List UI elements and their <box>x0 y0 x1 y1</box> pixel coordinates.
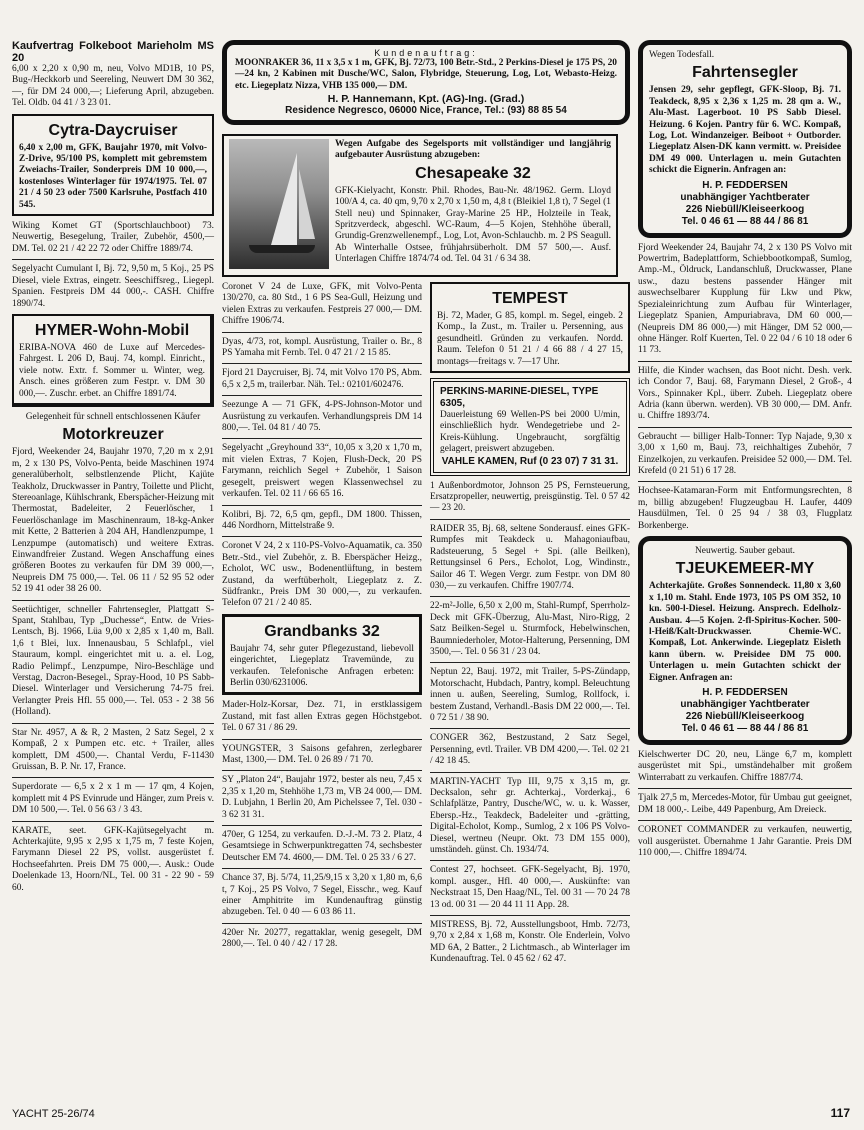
sail-shape <box>271 153 297 245</box>
ad-hymer <box>12 314 214 407</box>
page-number: 117 <box>830 1106 850 1120</box>
ad-title: Cytra-Daycruiser <box>48 121 178 139</box>
ad-mader: Mader-Holz-Korsar, Dez. 71, in erstklassigem Zustand, mit fast allen Extras gegen Höchstgebot. Tel. 0 67 31 / 86 29. <box>222 700 422 734</box>
divider <box>12 723 214 724</box>
ad-title: PERKINS-MARINE-DIESEL, TYPE 6305, <box>440 386 599 410</box>
divider <box>222 536 422 537</box>
ad-greyhound: Segelyacht „Greyhound 33“, 10,05 x 3,20 x 1,70 m, mit vielen Extras, 7 Kojen, Flush-Deck, 20 PS Farymann, reichlich Segel + Zubehör, 1 Saison gesegelt, preiswert wegen Klassenwechsel zu verkaufen. Tel. 02 11 / 66 65 16. <box>222 443 422 500</box>
ad-tjalk: Tjalk 27,5 m, Mercedes-Motor, für Umbau gut geeignet, DM 18 000,-. Leibe, 449 Papenburg, Am Dreieck. <box>638 793 852 815</box>
ad-contest: Contest 27, hochseet. GFK-Segelyacht, Bj. 1970, kompl. ausger., Hfl. 40 000,—. Auskünfte: van Neckstraat 15, Den Haag/NL, Tel. 00 31 — 70 24 78 13 od. 00 31 — 20 44 11 11 App. 28. <box>430 865 630 910</box>
ad-title: HYMER-Wohn-Mobil <box>34 321 190 339</box>
ad-title: Kaufvertrag Folkeboot Marieholm MS 20 <box>12 40 214 64</box>
ad-intro: Gelegenheit für schnell entschlossenen Käufer <box>25 411 201 422</box>
divider <box>430 728 630 729</box>
ad-intro: Wegen Aufgabe des Segelsports mit vollständiger und langjährig aufgebauter Ausrüstung abzugeben: <box>335 139 611 161</box>
ad-hilfe: Hilfe, die Kinder wachsen, das Boot nicht. Desh. verk. ich Condor 7, Bauj. 68, Farymann Diesel, 2 Groß-, 4 Vors., Spinnaker Kpl., überr. Zubeh. Liegeplatz obere Adria (kann überwn. werden). VB 30 000,— DM. Anfr. u. Chiffre 1893/74. <box>638 365 852 422</box>
ad-raider: RAIDER 35, Bj. 68, seltene Sonderausf. eines GFK-Rumpfes mit Teakdeck u. Mahagoniaufbau, Radsteuerung, 5 Segel + Spi. (alle Beilken), Rettungsinsel 6 Pers., Echolot, Log, Windinstr., Sailor 46 T. Wegen Vergr. zum Festpr. von DM 80 030,— zu verkaufen. Chiffre 1907/74. <box>430 523 630 591</box>
divider <box>222 505 422 506</box>
ad-karate: KARATE, seet. GFK-Kajütsegelyacht m. Achterkajüte, 9,95 x 2,95 x 1,75 m, 7 feste Kojen, Farymann Diesel 22 PS, vollst. ausgerüstet f. Hochseefahrten. Preis DM 75 000,—. Ausk.: Oude Doelenkade 13, Hoorn/NL, Tel. 00 31 - 22 90 - 59 60. <box>12 825 214 893</box>
ad-title: Chesapeake 32 <box>415 164 531 182</box>
divider <box>638 427 852 428</box>
ad-martin: MARTIN-YACHT Typ III, 9,75 x 3,15 m, gr. Decksalon, sehr gr. Achterkaj., Vorderkaj., 6 Schlafplätze, Pantry, Dusche/WC, w. u. k. Wasser, Ebersp.-Hz., Teakdeck, Badeleiter und -grätting, Digital-Echolot, Komp., Sumlog, 2 x 106 PS Volvo-Diesel, wertneu (Neupr. Okt. 73 DM 155 000), umständeh. günst. Ch. 1934/74. <box>430 776 630 856</box>
divider <box>12 777 214 778</box>
ad-intro: Neuwertig. Sauber gebaut. <box>695 546 795 556</box>
ad-youngster: YOUNGSTER, 3 Saisons gefahren, zerlegbarer Mast, 1300,— DM. Tel. 0 26 89 / 71 70. <box>222 743 422 765</box>
ad-intro: Wegen Todesfall. <box>649 50 715 60</box>
ad-motorkreuzer: Fjord, Weekender 24, Baujahr 1970, 7,20 m x 2,91 m, 2 x 130 PS, Volvo-Penta, beide Maschinen 1974 generalüberholt, selbstlenzende Plicht, Kajüte Teakholz, Druckwasser in Pantry, Toilette und Plicht, Stereoanlage, Kühlschrank, Eberspächer-Heizung mit Thermostat, Badeleiter, 2 Feuerlöscher, 1 Feuerlöschanlage im Maschinenraum, 18-kg-Anker mit Kette, 2 Batterien à 204 AH, Handlenzpumpe, 1 Lenzpumpe (automatisch) und weitere Extras. Einwandfreier Zustand. Wegen Anschaffung eines größeren Bootes zu verkaufen für DM 39 000,—, Neupreis DM 75 000,—. Tel. 06 11 / 52 95 52 oder 52 19 41 oder 38 26 00. <box>12 447 214 595</box>
ad-aussenbord: 1 Außenbordmotor, Johnson 25 PS, Fernsteuerung, Ersatzpropeller, neuwertig, preisgünstig. Tel. 0 57 42 — 23 20. <box>430 480 630 514</box>
ad-470er: 470er, G 1254, zu verkaufen. D.-J.-M. 73 2. Platz, 4 Gesamtsiege in Schwerpunktregatten 74, sechsbester Deutscher EM 74. 4600,— DM. Tel. 0 25 33 / 6 27. <box>222 830 422 863</box>
contact-tel: Tel. 0 46 61 — 88 44 / 86 81 <box>681 215 809 227</box>
divider <box>430 662 630 663</box>
ad-text: GFK-Kielyacht, Konstr. Phil. Rhodes, Bau-Nr. 48/1962. Germ. Lloyd 100/A 4, ca. 40 qm, 9,70 x 2,70 x 1,50 m, 4,8 t (Bleikiel 1,8 t), 7 Segel (1 Stell neu) und Spinnaker, Gray-Marine 25 HP., Holzteile in Teak, Spritzverdeck, abgeschl. WC-Raum, 4—5 Kojen, Stehhöhe überall, Grundig-Grenzwellenempf., Log, Lot, Avon-Schlauchb. m. 2 PS Seagull. Ab Winterhalle Ostsee, frühjahrsüberholt. DM 57 500,—. Ausf. Unterlagen Chiffre 1874/74 od. Tel. 04 31 / 6 34 38. <box>335 185 611 265</box>
contact-name: H. P. FEDDERSEN <box>702 179 788 191</box>
divider <box>222 438 422 439</box>
ad-420er: 420er Nr. 20277, regattaklar, wenig gesegelt, DM 2800,—. Tel. 0 40 / 42 / 17 28. <box>222 927 422 950</box>
divider <box>222 825 422 826</box>
ad-kielschwerter: Kielschwerter DC 20, neu, Länge 6,7 m, komplett ausgerüstet mit Spi., umständehalber mit großem Winterrabatt zu verkaufen. Chiffre 1887/74. <box>638 750 852 783</box>
divider <box>12 600 214 601</box>
column-4 <box>638 40 852 863</box>
ad-dyas: Dyas, 4/73, rot, kompl. Ausrüstung, Trailer o. Br., 8 PS Yamaha mit Fernb. Tel. 0 47 21 / 2 15 85. <box>222 336 422 359</box>
ad-seetuechtiger: Seetüchtiger, schneller Fahrtensegler, Plattgatt S-Spant, Stahlbau, Typ „Duchesse“, Entw. de Vries-Lentsch, Bj. 1966, Lüa 9,00 x 2,85 x 1,40 m, Ball. 1,6 t Blei, lux. Innenausbau, 5 Schlafpl., viel Stauraum, kompl. eingerichtet mit u. a. el. Log, Radio Pelimpf., Lenzpumpe, Niro-Beschläge und Verstag, Dacron-Besegel., Spray-Hood, 10 PS Sabb-Diesel. Winterlager und Versicherung 74-75 frei. Verlangter Preis Hfl. 55 000,—. Tel. 053 - 2 38 56 (Holland). <box>12 604 214 718</box>
ad-seezunge: Seezunge A — 71 GFK, 4-PS-Johnson-Motor und Ausrüstung zu verkaufen. Verhandlungspreis DM 14 800,—. Tel. 04 81 / 40 75. <box>222 400 422 434</box>
divider <box>222 363 422 364</box>
sailboat-photo <box>229 139 329 269</box>
divider <box>222 868 422 869</box>
divider <box>12 821 214 822</box>
contact-line: unabhängiger Yachtberater <box>680 699 810 711</box>
ad-title: Motorkreuzer <box>62 426 164 444</box>
ad-fjord21: Fjord 21 Daycruiser, Bj. 74, mit Volvo 170 PS, Abm. 6,5 x 2,5 m, trailerbar. Näh. Tel.: 02101/602476. <box>222 368 422 390</box>
ad-title: Fahrtensegler <box>692 64 798 82</box>
ad-tjeukemeer <box>638 536 852 745</box>
ad-tempest <box>430 282 630 373</box>
jib-shape <box>299 169 315 239</box>
ad-text: Achterkajüte. Großes Sonnendeck. 11,80 x 3,60 x 1,10 m. Stahl. Ende 1973, 105 PS OM 352, 10 kn. 500-l-Diesel. Heizung. Ansprech. Edelholz-Ausbau. 4—5 Kojen. 2-fl-Spiritus-Kocher. 500-l-Heiß/Kalt-Druckwasser. Chemie-WC. Kompaß, Lot. Ankerwinde. Liegeplatz Eisleth kann übern. w. Preisidee DM 75 000. Unterlagen u. mein Gutachten schickt der Eigner. Anfragen an: <box>649 581 841 683</box>
divider <box>222 332 422 333</box>
ad-fahrtensegler <box>638 40 852 238</box>
ad-text: 6,40 x 2,00 m, GFK, Baujahr 1970, mit Volvo-Z-Drive, 95/100 PS, komplett mit gebremstem Zweiachs-Trailer, Sonderpreis DM 10 000,—, kostenloses Winterlager für 1974/1975. Tel. 07 21 / 4 50 23 oder 7500 Karlsruhe, Postfach 410 545. <box>19 142 207 210</box>
column-1 <box>12 40 214 898</box>
ad-folkeboot <box>12 40 214 110</box>
divider <box>430 519 630 520</box>
ad-coronet-v24b: Coronet V 24, 2 x 110-PS-Volvo-Aquamatik, ca. 350 Betr.-Std., viel Zubehör, z. B. Eberspächer Heizg., Echolot, WC usw., Bodenentlüftung, in bestem Zustand, da werftüberholt, Liegeplatz z. Z. Südfrankr., Preis DM 30 000,—, zu verkaufen. Telefon 07 21 / 2 40 85. <box>222 541 422 609</box>
divider <box>430 772 630 773</box>
contact-line: unabhängiger Yachtberater <box>680 191 810 203</box>
divider <box>222 739 422 740</box>
ad-perkins <box>430 378 630 476</box>
ad-text: Jensen 29, sehr gepflegt, GFK-Sloop, Bj. 71. Teakdeck, 8,95 x 2,36 x 1,25 m. 28 qm a. W., Alu-Mast. Lagerboot. 10 PS Sabb Diesel. Heizung. 6 Kojen. Pantry für 6. WC. Kompaß, Log, Lot. Windanzeiger. Beiboot + Outborder. Liegeplatz Alsen-DK kann vermitt. w. Preisidee DM 49 000. Unterlagen u. mein Gutachten schickt die Eignerin. Anfragen an: <box>649 85 841 176</box>
ad-conger: CONGER 362, Bestzustand, 2 Satz Segel, Persenning, evtl. Trailer. VB DM 4200,—. Tel. 02 21 / 42 18 45. <box>430 733 630 767</box>
column-3 <box>430 282 630 970</box>
ad-neptun: Neptun 22, Bauj. 1972, mit Trailer, 5-PS-Zündapp, Motorschacht, Hubdach, Pantry, kompl. Beleuchtung innen u. außen, Seereling, Sumlog, Rollfock, i. bestem Zustand, Verhandl.-Basis DM 22 000,—. Tel. 0 72 51 / 38 90. <box>430 667 630 723</box>
divider <box>12 259 214 260</box>
divider <box>222 770 422 771</box>
ad-wiking: Wiking Komet GT (Sportschlauchboot) 73. Neuwertig, Besegelung, Trailer, Zubehör, 4500,— DM. Tel. 02 21 / 42 22 72 oder Chiffre 1889/74. <box>12 221 214 254</box>
ad-text: ERIBA-NOVA 460 de Luxe auf Mercedes-Fahrgest. L 206 D, Bauj. 74, kompl. Einricht., viele notw. Extr. f. Sommer u. Winter, weg. Ansch. eines größeren zum Festpr. v. DM 30 000,—. Zuschr. erbet. an Chiffre 1891/74. <box>19 342 205 399</box>
contact-name: H. P. FEDDERSEN <box>702 687 788 699</box>
ad-chance37: Chance 37, Bj. 5/74, 11,25/9,15 x 3,20 x 1,80 m, 6,6 t, 7 Koj., 25 PS Volvo, 7 Segel, Eisschr., weg. Kauf einer Amphitrite im Kundenauftrag günstig abzugeben. Tel. 0 40 — 6 03 86 11. <box>222 873 422 918</box>
divider <box>638 481 852 482</box>
ad-title: TEMPEST <box>492 290 568 307</box>
banner-name: H. P. Hannemann, Kpt. (AG)-Ing. (Grad.) <box>327 93 525 106</box>
divider <box>638 820 852 821</box>
ad-mistress: MISTRESS, Bj. 72, Ausstellungsboot, Hmb. 72/73, 9,70 x 2,84 x 1,68 m, Konstr. Ole Enderlein, Volvo MD 6A, 2 Batter., 2 Lichtmasch., ab Winterlager im Kundenauftrag. Tel. 0 45 62 / 62 47. <box>430 920 630 965</box>
ad-grandbanks <box>222 614 422 696</box>
ad-cumulant: Segelyacht Cumulant I, Bj. 72, 9,50 m, 5 Koj., 25 PS Diesel, viele Extras, eingetr. Seeschiffsreg., Liegepl. Spanien. Festpreis DM 44 000,-. CASH. Chiffre 1890/74. <box>12 264 214 309</box>
ad-fjord-weekender: Fjord Weekender 24, Baujahr 74, 2 x 130 PS Volvo mit Powertrim, Badeplattform, Schiebbootkompaß, Sumlog, Amp.-M., Öldruck, Landanschluß, Druckwasser, Plane usw., dazu bestens passender Hänger mit auswechselbarer Kupplung für Lkw und Pkw, Spezialeinrichtung zum Aufbau für Winterlager, Liegeplatz Spanien, Ampuriabrava, DM 60 000,— (Neupreis DM 86 000,—) mit Hänger, DM 52 000,— ohne Hänger. Rolf Kuerten, Tel. 0 22 04 / 6 10 18 oder 6 11 73. <box>638 242 852 356</box>
ad-chesapeake <box>222 134 618 277</box>
divider <box>222 395 422 396</box>
banner-heading: Kundenauftrag: <box>374 48 478 58</box>
ad-star: Star Nr. 4957, A & R, 2 Masten, 2 Satz Segel, 2 x Kompaß, 2 x Pumpen etc. etc. + Trailer, alles komplett, DM 4500,—. Chantal Verdu, F-11430 Gruissan, B. P. Nr. 17, France. <box>12 727 214 772</box>
ad-coronet-v24: Coronet V 24 de Luxe, GFK, mit Volvo-Penta 130/270, ca. 80 Std., 1 6 PS Sea-Gull, Heizung und vielen Extras zu verkaufen. Festpreis 27 000,— DM. Chiffre 1906/74. <box>222 282 422 327</box>
ad-title: Grandbanks 32 <box>264 622 380 640</box>
ad-coronet-commander: CORONET COMMANDER zu verkaufen, neuwertig, voll ausgerüstet. Übernahme 1 Jahr Garantie. Preis DM 110 000,—. Chiffre 1894/74. <box>638 825 852 858</box>
contact-tel: Tel. 0 46 61 — 88 44 / 86 81 <box>681 723 809 735</box>
divider <box>638 788 852 789</box>
ad-cytra <box>12 114 214 216</box>
ad-superdorate: Superdorate — 6,5 x 2 x 1 m — 17 qm, 4 Kojen, komplett mit 4 PS Evinrude und Hänger, zum Preis v. DM 10 500,—. Tel. 0 56 63 / 3 43. <box>12 782 214 816</box>
contact-line: 226 Niebüll/Kleiseerkoog <box>685 203 805 215</box>
ad-text: Baujahr 74, sehr guter Pflegezustand, liebevoll eingerichtet, Liegeplatz Travemünde, zu verkaufen. Telefonische Anfragen erbeten: Berlin 030/6231006. <box>230 643 414 688</box>
hull-shape <box>249 245 315 253</box>
contact-line: 226 Niebüll/Kleiseerkoog <box>685 711 805 723</box>
ad-jolle: 22-m²-Jolle, 6,50 x 2,00 m, Stahl-Rumpf, Sperrholz-Deck mit GFK-Überzug, Alu-Mast, Niro-Rigg, 2 Satz Beilken-Segel u. Sturmfock, Hebelwinschen, Baumniederholer, Motor-Halterung, Persenning, DM 3500,—. Tel. 0 56 31 / 23 04. <box>430 601 630 657</box>
ad-kolibri: Kolibri, Bj. 72, 6,5 qm, gepfl., DM 1800. Thissen, 446 Nordhorn, Mittelstraße 9. <box>222 509 422 531</box>
ad-text: 6,00 x 2,20 x 0,90 m, neu, Volvo MD1B, 10 PS, Bug-/Heckkorb und Seereling, Neuwert DM 30 362,—, für DM 24 000,—; Lieferung April, abzugeben. Tel. Oldb. 04 41 / 3 23 01. <box>12 64 214 109</box>
ad-katamaran: Hochsee-Katamaran-Form mit Entformungsrechten, 8 m, billig abzugeben! Flugzeugbau H. Laufer, 4409 Hausdülmen, Tel. 0 25 94 / 38 03, Flugplatz Borkenberge. <box>638 486 852 531</box>
divider <box>638 361 852 362</box>
banner-address: Residence Negresco, 06000 Nice, France, Tel.: (93) 88 85 54 <box>285 105 567 117</box>
ad-gebraucht: Gebraucht — billiger Halb-Tonner: Typ Najade, 9,30 x 3,00 x 1,60 m, Bauj. 73, reichhaltiges Zubehör, 7 Einzelkojen, zu verkaufen. Preisidee 52 000,— DM. Tel. Krefeld (0 21 51) 6 17 28. <box>638 431 852 476</box>
divider <box>430 915 630 916</box>
ad-contact: VAHLE KAMEN, Ruf (0 23 07) 7 31 31. <box>441 455 619 467</box>
ad-text: Dauerleistung 69 Wellen-PS bei 2000 U/min, einschließlich hydr. Wendegetriebe und 2-Kreis-Kühlung. Ungebraucht, sorgfältig gelagert, preiswert abzugeben. <box>440 410 620 455</box>
ad-title: TJEUKEMEER-MY <box>675 560 815 578</box>
footer-issue: YACHT 25-26/74 <box>12 1108 95 1120</box>
divider <box>430 860 630 861</box>
ad-platon: SY „Platon 24“, Baujahr 1972, bester als neu, 7,45 x 2,35 x 1,20 m, Stehhöhe 1,73 m, VB 24 000,— DM. D. Lubjahn, 1 Berlin 20, Am Pichelssee 7, Tel. 030 - 3 62 31 31. <box>222 775 422 820</box>
banner-ad-moonraker <box>222 40 630 130</box>
ad-text: Bj. 72, Mader, G 85, kompl. m. Segel, eingeb. 2 Komp., Ia Zust., m. Trailer u. Persenning, aus gesundheitl. Gründen zu verkaufen. Nordd. Raum. Telefon 0 51 21 / 4 66 88 / 4 27 15, montags—freitags v. 7—17 Uhr. <box>437 311 623 367</box>
banner-text: MOONRAKER 36, 11 x 3,5 x 1 m, GFK, Bj. 72/73, 100 Betr.-Std., 2 Perkins-Diesel je 175 PS, 20—24 kn, 2 Kabinen mit Dusche/WC, Salon, Flybridge, Steuerung, Log, Lot, Webasto-Heizg. etc. Liegeplatz Nizza, VHB 135 000,— DM. <box>235 58 617 91</box>
divider <box>222 923 422 924</box>
divider <box>430 596 630 597</box>
